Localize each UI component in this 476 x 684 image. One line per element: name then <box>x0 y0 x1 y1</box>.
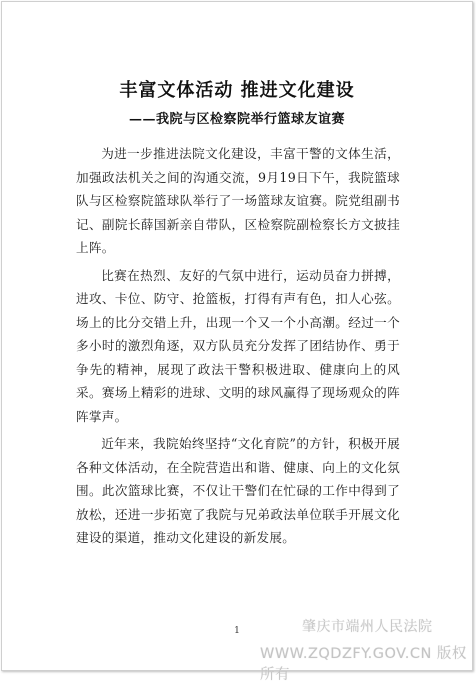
document-page <box>1 1 473 683</box>
page-number: 1 <box>234 626 240 636</box>
document-title: 丰富文体活动 推进文化建设 <box>119 80 355 101</box>
document-subtitle: ——我院与区检察院举行篮球友谊赛 <box>128 112 345 127</box>
paragraph-1: 为进一步推进法院文化建设，丰富干警的文体生活，加强政法机关之间的沟通交流，9月19日下午，我院篮球队与区检察院篮球队举行了一场篮球友谊赛。院党组副书记、副院长薛国新亲自带队，区检察院副检察长方文披挂上阵。 <box>76 146 400 255</box>
watermark-url: WWW.ZQDZFY.GOV.CN 版权所有 <box>260 646 467 683</box>
watermark-organization: 肇庆市端州人民法院 <box>302 619 433 635</box>
paragraph-2: 比赛在热烈、友好的气氛中进行，运动员奋力拼搏，进攻、卡位、防守、抢篮板，打得有声有色，扣人心弦。场上的比分交错上升，出现一个又一个小高潮。经过一个多小时的激烈角逐，双方队员充分发挥了团结协作、勇于争先的精神，展现了政法干警积极进取、健康向上的风采。赛场上精彩的进球、文明的球风赢得了现场观众的阵阵掌声。 <box>76 267 400 424</box>
document-body <box>76 142 400 554</box>
paragraph-3: 近年来，我院始终坚持“文化育院”的方针，积极开展各种文体活动，在全院营造出和谐、健康、向上的文化氛围。此次篮球比赛，不仅让干警们在忙碌的工作中得到了放松，还进一步拓宽了我院与兄弟政法单位联手开展文化建设的渠道，推动文化建设的新发展。 <box>76 436 400 545</box>
